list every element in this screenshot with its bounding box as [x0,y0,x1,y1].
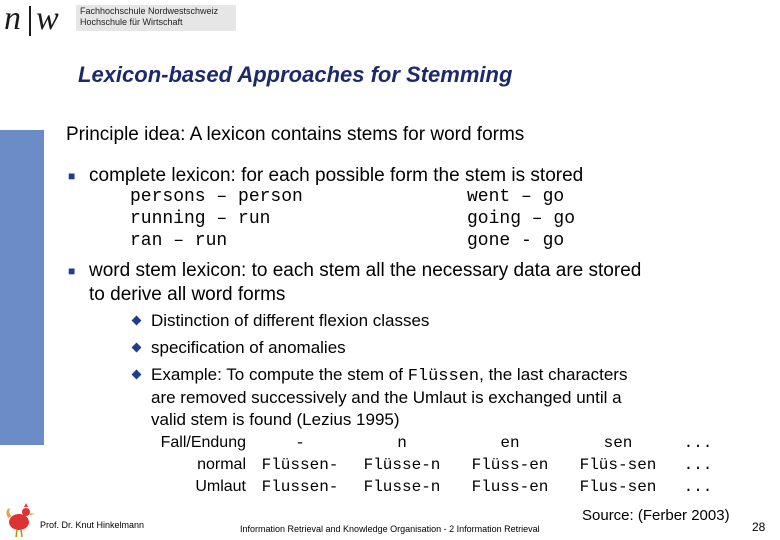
slide-title: Lexicon-based Approaches for Stemming [78,62,513,87]
logo-divider [29,6,31,36]
table-cell: Fall/Endung [160,434,246,451]
org-line-2: Hochschule für Wirtschaft [80,17,183,27]
table-cell: ... [683,456,713,474]
table-row [136,476,724,498]
table-cell: Fluss-en [471,478,549,496]
sidebar-accent-bar [0,130,44,445]
logo-n: n [4,0,21,37]
rooster-logo-icon [2,500,36,538]
sub-bullet-diamond-icon [132,370,142,380]
table-cell: normal [197,456,246,473]
table-cell: Flüsse-n [363,456,441,474]
example-word: Flüssen [407,367,480,386]
table-cell: n [397,434,407,452]
example-suffix: , the last characters [479,365,628,384]
bullet-word-stem-lexicon-line1: word stem lexicon: to each stem all the necessary data are stored [89,260,642,281]
table-cell: sen [603,434,633,452]
example-left-1: persons – person [130,187,303,207]
table-cell: Umlaut [195,478,246,495]
example-right-3: gone - go [467,231,565,251]
sub-bullet-flexion-classes: Distinction of different flexion classes [151,311,430,330]
sub-bullet-example-line3: valid stem is found (Lezius 1995) [151,410,400,429]
table-cell: Flüssen- [261,456,339,474]
example-prefix: Example: To compute the stem of [151,365,408,384]
table-cell: ... [683,478,713,496]
sub-bullet-example-line2: are removed successively and the Umlaut is exchanged until a [151,388,622,407]
sub-bullet-anomalies: specification of anomalies [151,338,346,357]
sub-bullet-diamond-icon [132,316,142,326]
sub-bullet-example-line1 [151,365,627,386]
table-row [136,432,724,454]
footer-source: Source: (Ferber 2003) [582,507,730,524]
example-left-2: running – run [130,209,271,229]
table-cell: Flusse-n [363,478,441,496]
table-cell: Flus-sen [579,478,657,496]
example-right-2: going – go [467,209,576,229]
table-cell: - [295,434,305,452]
org-line-1: Fachhochschule Nordwestschweiz [80,6,219,16]
table-cell: ... [683,434,713,452]
sub-bullet-diamond-icon [132,343,142,353]
bullet-square-icon: ■ [68,264,76,278]
table-cell: Flüss-en [471,456,549,474]
bullet-complete-lexicon: complete lexicon: for each possible form the stem is stored [89,165,584,186]
footer-author: Prof. Dr. Knut Hinkelmann [40,520,145,530]
page-number: 28 [752,520,766,534]
bullet-square-icon: ■ [68,169,76,183]
table-cell: Flüs-sen [579,456,657,474]
example-right-1: went – go [467,187,565,207]
footer-course: Information Retrieval and Knowledge Organisation - 2 Information Retrieval [240,524,540,534]
logo-w: w [36,0,59,37]
table-row [136,454,724,476]
example-left-3: ran – run [130,231,228,251]
table-cell: en [500,434,520,452]
principle-text: Principle idea: A lexicon contains stems for word forms [66,124,525,145]
bullet-word-stem-lexicon-line2: to derive all word forms [89,284,286,305]
table-cell: Flussen- [261,478,339,496]
flexion-table [136,432,724,498]
